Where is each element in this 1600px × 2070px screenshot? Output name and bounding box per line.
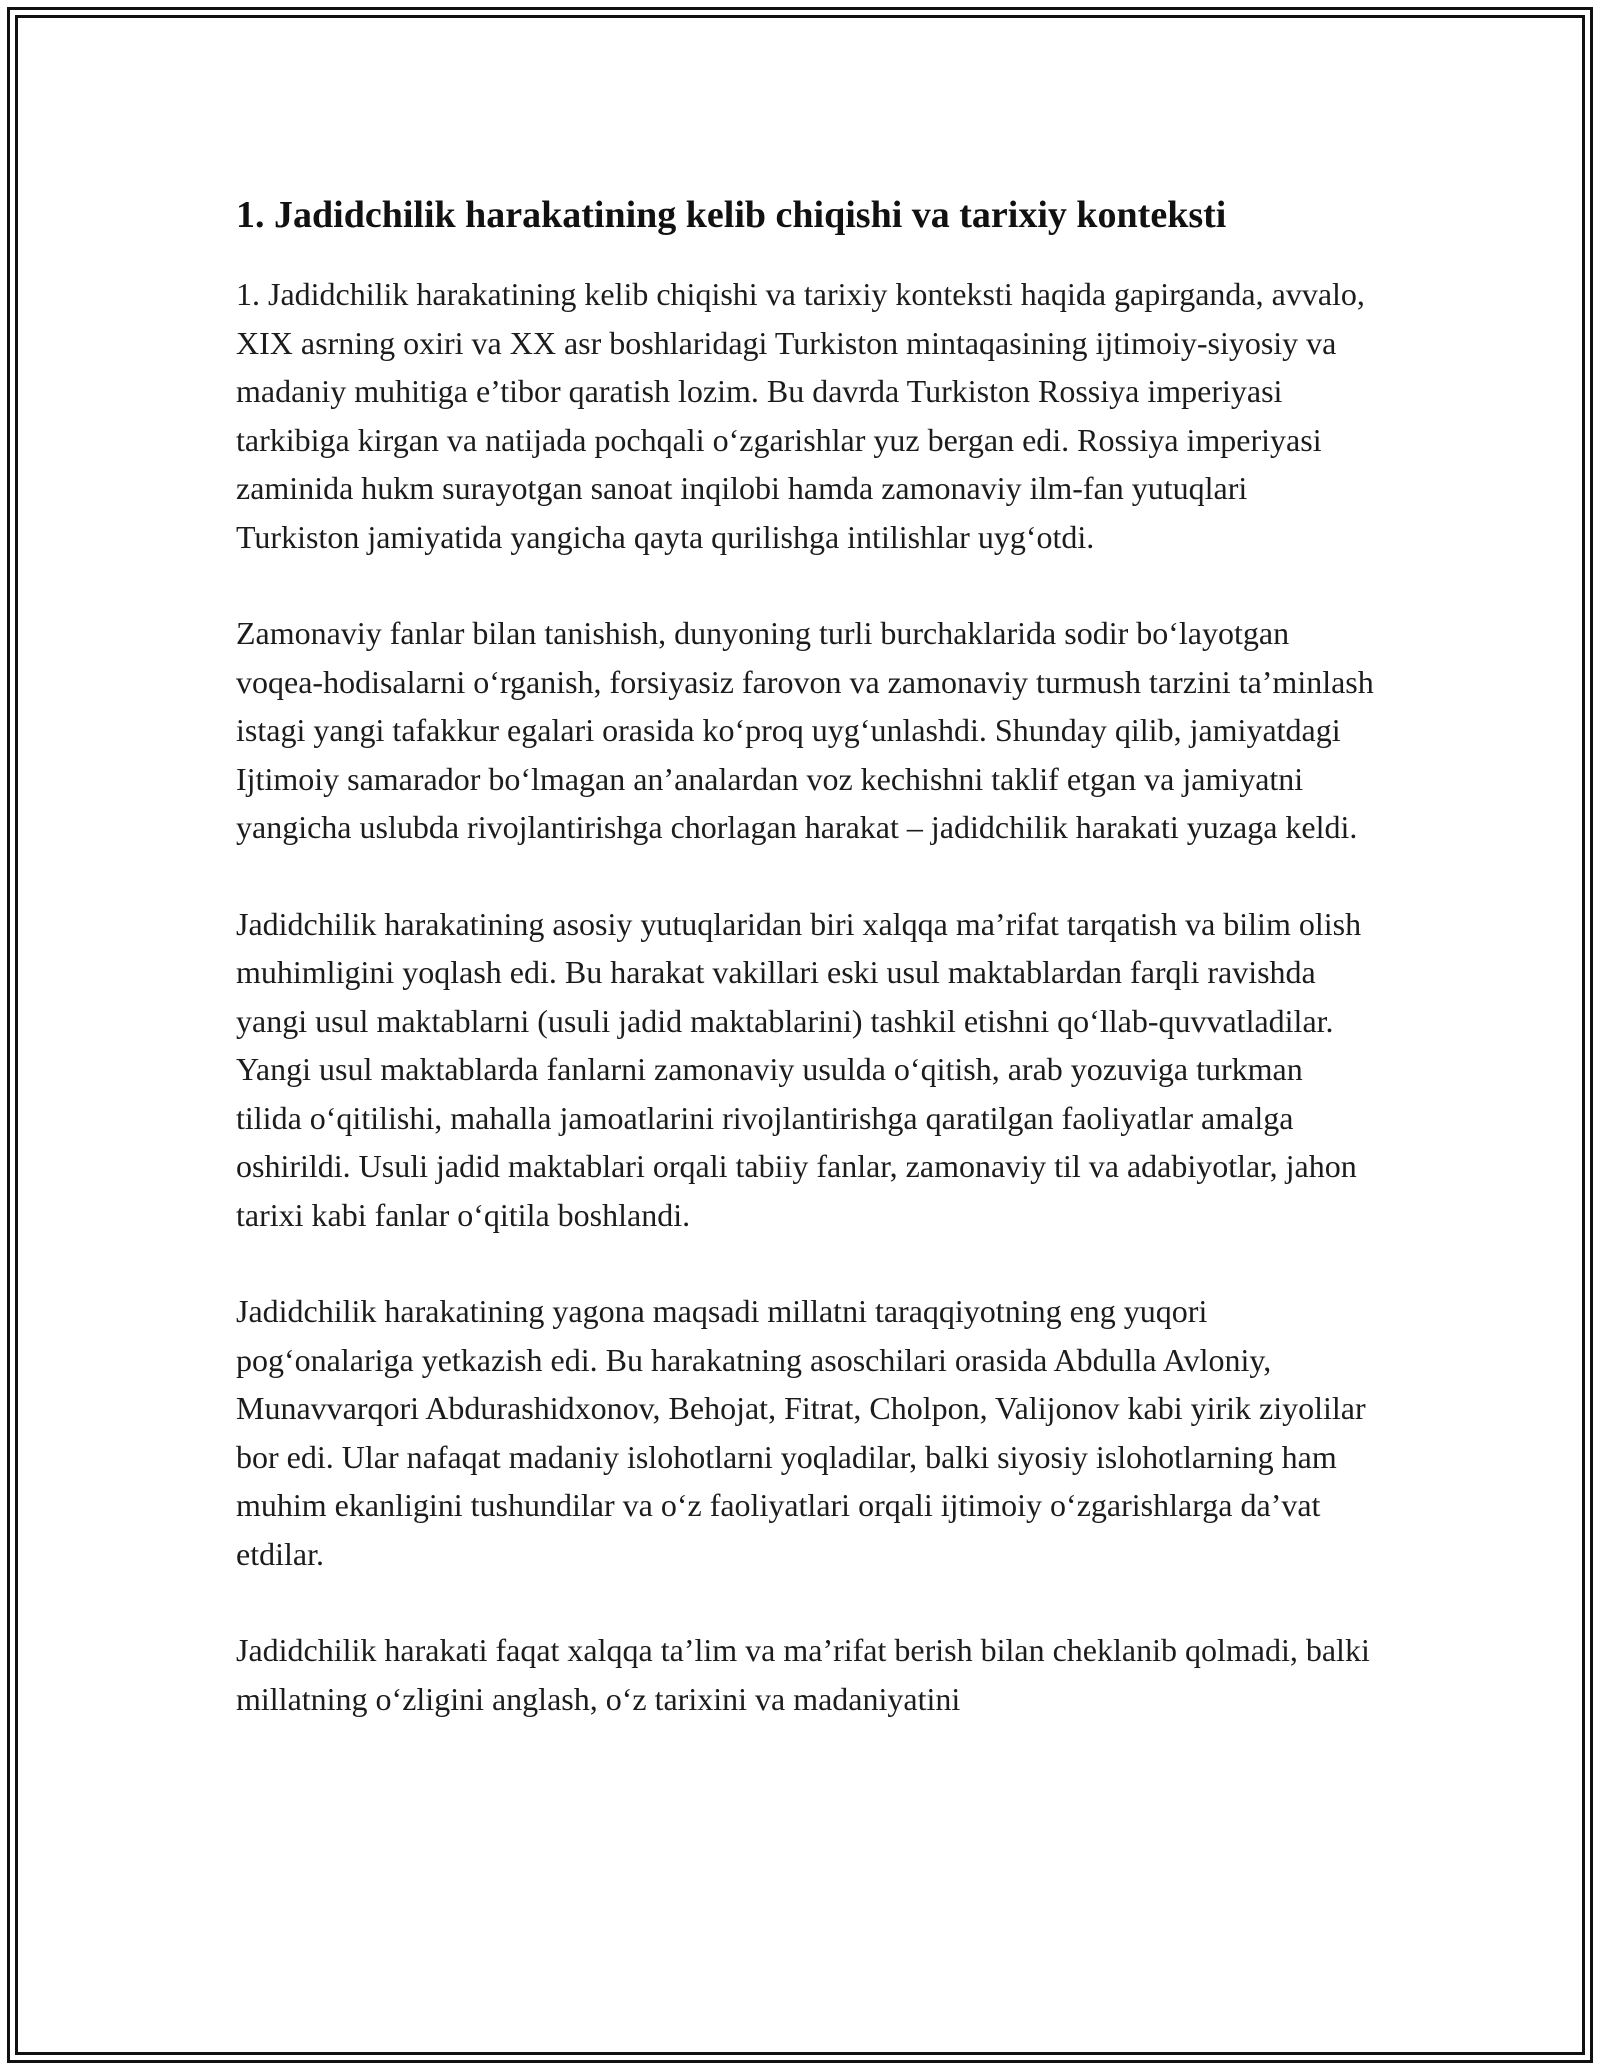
paragraph-5: Jadidchilik harakati faqat xalqqa ta’lim va ma’rifat berish bilan cheklanib qolmadi, balki millatning o‘zligini anglash, o‘z tarixini va madaniyatini [236, 1632, 1370, 1717]
paragraph-2: Zamonaviy fanlar bilan tanishish, dunyoning turli burchaklarida sodir bo‘layotgan voqea-hodisalarni o‘rganish, forsiyasiz farovon va zamonaviy turmush tarzini ta’minlash istagi yangi tafakkur egalari orasida ko‘proq uyg‘unlashdi. Shunday qilib, jamiyatdagi Ijtimoiy samarador bo‘lmagan an’analardan voz kechishni taklif etgan va jamiyatni yangicha uslubda rivojlantirishga chorlagan harakat – jadidchilik harakati yuzaga keldi. [236, 615, 1374, 845]
section-heading: 1. Jadidchilik harakatining kelib chiqishi va tarixiy konteksti [236, 194, 1227, 236]
paragraph-4: Jadidchilik harakatining yagona maqsadi millatni taraqqiyotning eng yuqori pog‘onalariga yetkazish edi. Bu harakatning asoschilari orasida Abdulla Avloniy, Munavvarqori Abdurashidxonov, Behojat, Fitrat, Cholpon, Valijonov kabi yirik ziyolilar bor edi. Ular nafaqat madaniy islohotlarni yoqladilar, balki siyosiy islohotlarning ham muhim ekanligini tushundilar va o‘z faoliyatlari orqali ijtimoiy o‘zgarishlarga da’vat etdilar. [236, 1293, 1366, 1572]
paragraph-3: Jadidchilik harakatining asosiy yutuqlaridan biri xalqqa ma’rifat tarqatish va bilim olish muhimligini yoqlash edi. Bu harakat vakillari eski usul maktablardan farqli ravishda yangi usul maktablarni (usuli jadid maktablarini) tashkil etishni qo‘llab-quvvatladilar. Yangi usul maktablarda fanlarni zamonaviy usulda o‘qitish, arab yozuviga turkman tilida o‘qitilishi, mahalla jamoatlarini rivojlantirishga qaratilgan faoliyatlar amalga oshirildi. Usuli jadid maktablari orqali tabiiy fanlar, zamonaviy til va adabiyotlar, jahon tarixi kabi fanlar o‘qitila boshlandi. [236, 905, 1362, 1233]
document-body [236, 190, 1376, 1771]
paragraph-1: 1. Jadidchilik harakatining kelib chiqishi va tarixiy konteksti haqida gapirganda, avvalo, XIX asrning oxiri va XX asr boshlaridagi Turkiston mintaqasining ijtimoiy-siyosiy va madaniy muhitiga e’tibor qaratish lozim. Bu davrda Turkiston Rossiya imperiyasi tarkibiga kirgan va natijada pochqali o‘zgarishlar yuz bergan edi. Rossiya imperiyasi zaminida hukm surayotgan sanoat inqilobi hamda zamonaviy ilm-fan yutuqlari Turkiston jamiyatida yangicha qayta qurilishga intilishlar uyg‘otdi. [236, 276, 1365, 555]
